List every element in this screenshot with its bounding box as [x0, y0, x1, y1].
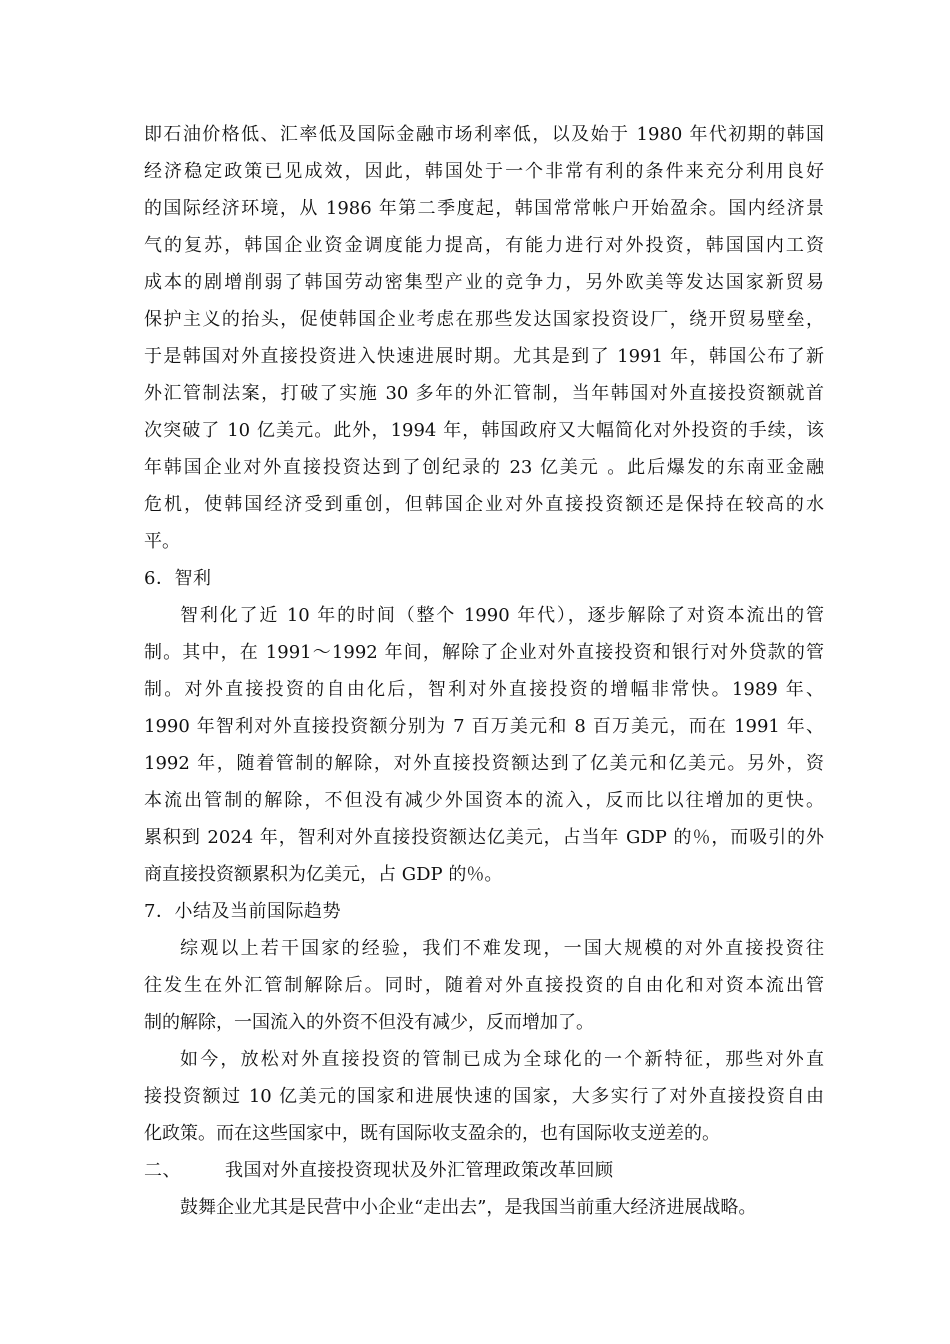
- chile-paragraph-line: 商直接投资额累积为亿美元，占 GDP 的％。: [144, 864, 503, 885]
- chile-heading: 6．智利: [144, 568, 212, 589]
- korea-paragraph-line: 于是韩国对外直接投资进入快速进展时期。尤其是到了 1991 年，韩国公布了新: [144, 346, 824, 367]
- summary-paragraph-line: 如今，放松对外直接投资的管制已成为全球化的一个新特征，那些对外直: [180, 1049, 824, 1070]
- summary-paragraph-line: 往发生在外汇管制解除后。同时，随着对外直接投资的自由化和对资本流出管: [144, 975, 824, 996]
- summary-heading: 7．小结及当前国际趋势: [144, 901, 341, 922]
- korea-paragraph-line: 经济稳定政策已见成效，因此，韩国处于一个非常有利的条件来充分利用良好: [144, 161, 824, 182]
- chile-paragraph-line: 累积到 2024 年，智利对外直接投资额达亿美元，占当年 GDP 的％，而吸引的外: [144, 827, 824, 848]
- chile-paragraph-line: 1990 年智利对外直接投资额分别为 7 百万美元和 8 百万美元，而在 1991 年、: [144, 716, 824, 737]
- chile-paragraph-line: 制。其中，在 1991～1992 年间，解除了企业对外直接投资和银行对外贷款的管: [144, 642, 824, 663]
- korea-paragraph-line: 危机，使韩国经济受到重创，但韩国企业对外直接投资额还是保持在较高的水: [144, 494, 824, 515]
- korea-paragraph-line: 次突破了 10 亿美元。此外，1994 年，韩国政府又大幅简化对外投资的手续，该: [144, 420, 824, 441]
- korea-paragraph-line: 成本的剧增削弱了韩国劳动密集型产业的竞争力，另外欧美等发达国家新贸易: [144, 272, 824, 293]
- chile-paragraph-line: 制。对外直接投资的自由化后，智利对外直接投资的增幅非常快。1989 年、: [144, 679, 824, 700]
- korea-paragraph-line: 的国际经济环境，从 1986 年第二季度起，韩国常常帐户开始盈余。国内经济景: [144, 198, 824, 219]
- korea-paragraph-line: 平。: [144, 531, 180, 552]
- chile-paragraph-line: 智利化了近 10 年的时间（整个 1990 年代），逐步解除了对资本流出的管: [180, 605, 824, 626]
- korea-paragraph-line: 外汇管制法案，打破了实施 30 多年的外汇管制，当年韩国对外直接投资额就首: [144, 383, 824, 404]
- korea-paragraph-line: 即石油价格低、汇率低及国际金融市场利率低，以及始于 1980 年代初期的韩国: [144, 124, 824, 145]
- china-heading-text: 我国对外直接投资现状及外汇管理政策改革回顾: [225, 1160, 614, 1181]
- china-paragraph-line: 鼓舞企业尤其是民营中小企业“走出去”，是我国当前重大经济进展战略。: [180, 1197, 757, 1218]
- summary-paragraph-line: 化政策。而在这些国家中，既有国际收支盈余的，也有国际收支逆差的。: [144, 1123, 720, 1144]
- korea-paragraph-line: 气的复苏，韩国企业资金调度能力提高，有能力进行对外投资，韩国国内工资: [144, 235, 824, 256]
- chile-paragraph-line: 本流出管制的解除，不但没有减少外国资本的流入，反而比以往增加的更快。: [144, 790, 824, 811]
- summary-paragraph-line: 接投资额过 10 亿美元的国家和进展快速的国家，大多实行了对外直接投资自由: [144, 1086, 824, 1107]
- china-heading-number: 二、: [144, 1160, 181, 1181]
- korea-paragraph-line: 年韩国企业对外直接投资达到了创纪录的 23 亿美元 。此后爆发的东南亚金融: [144, 457, 824, 478]
- korea-paragraph-line: 保护主义的抬头，促使韩国企业考虑在那些发达国家投资设厂，绕开贸易壁垒，: [144, 309, 824, 330]
- china-heading: [144, 1156, 824, 1186]
- summary-paragraph-line: 制的解除，一国流入的外资不但没有减少，反而增加了。: [144, 1012, 594, 1033]
- summary-paragraph-line: 综观以上若干国家的经验，我们不难发现，一国大规模的对外直接投资往: [180, 938, 824, 959]
- chile-paragraph-line: 1992 年，随着管制的解除，对外直接投资额达到了亿美元和亿美元。另外，资: [144, 753, 824, 774]
